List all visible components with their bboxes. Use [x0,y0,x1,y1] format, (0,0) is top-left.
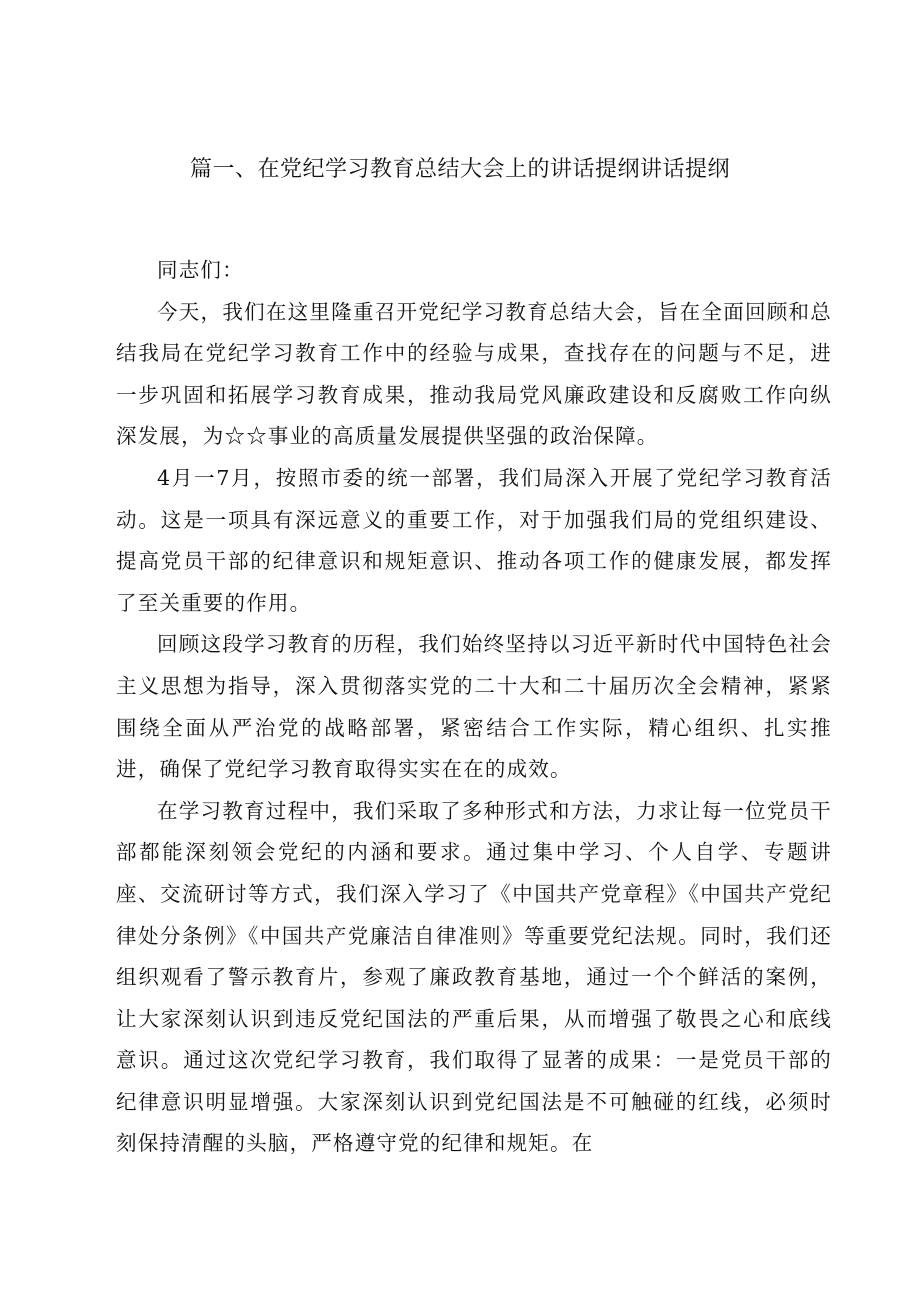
paragraph-1: 今天，我们在这里隆重召开党纪学习教育总结大会，旨在全面回顾和总结我局在党纪学习教育工作中的经验与成果，查找存在的问题与不足，进一步巩固和拓展学习教育成果，推动我局党风廉政建设和反腐败工作向纵深发展，为☆☆事业的高质量发展提供坚强的政治保障。 [116,299,832,449]
document-body [116,250,832,1165]
document-title: 篇一、在党纪学习教育总结大会上的讲话提纲讲话提纲 [189,157,730,182]
paragraph-4: 在学习教育过程中，我们采取了多种形式和方法，力求让每一位党员干部都能深刻领会党纪的内涵和要求。通过集中学习、个人自学、专题讲座、交流研讨等方式，我们深入学习了《中国共产党章程》《中国共产党纪律处分条例》《中国共产党廉洁自律准则》等重要党纪法规。同时，我们还组织观看了警示教育片，参观了廉政教育基地，通过一个个鲜活的案例，让大家深刻认识到违反党纪国法的严重后果，从而增强了敬畏之心和底线意识。通过这次党纪学习教育，我们取得了显著的成果：一是党员干部的纪律意识明显增强。大家深刻认识到党纪国法是不可触碰的红线，必须时刻保持清醒的头脑，严格遵守党的纪律和规矩。在 [116,798,832,1156]
paragraph-3: 回顾这段学习教育的历程，我们始终坚持以习近平新时代中国特色社会主义思想为指导，深入贯彻落实党的二十大和二十届历次全会精神，紧紧围绕全面从严治党的战略部署，紧密结合工作实际，精心组织、扎实推进，确保了党纪学习教育取得实实在在的成效。 [116,632,832,782]
paragraph-2: 4月一7月，按照市委的统一部署，我们局深入开展了党纪学习教育活动。这是一项具有深远意义的重要工作，对于加强我们局的党组织建设、提高党员干部的纪律意识和规矩意识、推动各项工作的健康发展，都发挥了至关重要的作用。 [116,465,832,615]
salutation: 同志们： [157,258,244,282]
